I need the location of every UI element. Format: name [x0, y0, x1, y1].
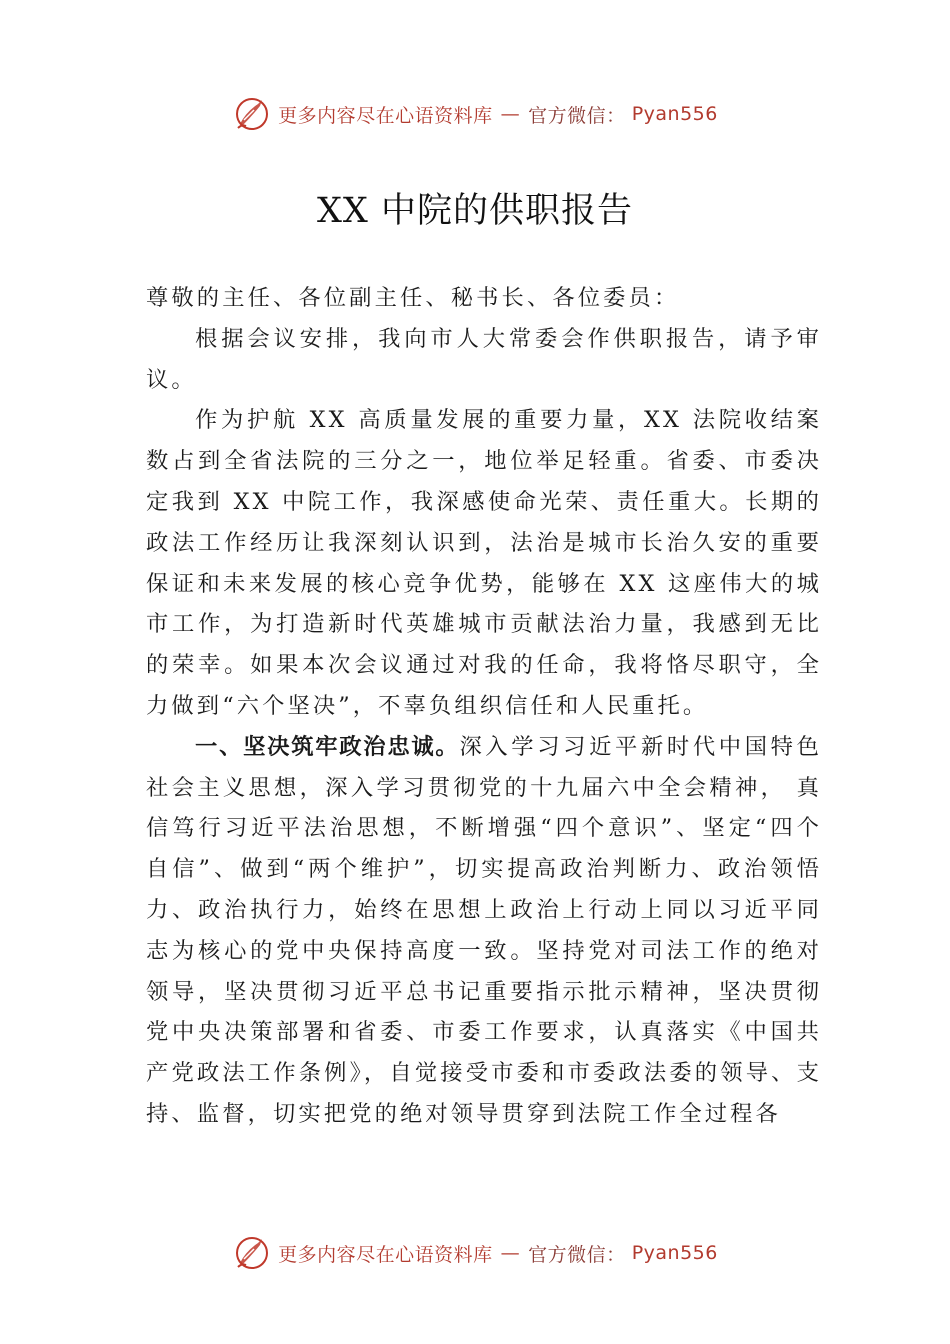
pen-logo-icon: [232, 1233, 272, 1273]
section-1-heading: 一、坚决筑牢政治忠诚。: [195, 733, 460, 760]
banner-wechat-label: 官方微信：: [528, 1243, 626, 1266]
paragraph-section-1: [146, 727, 822, 1135]
paragraph-introduction: 作为护航 XX 高质量发展的重要力量，XX 法院收结案数占到全省法院的三分之一，地位举足轻重。省委、市委决定我到 XX 中院工作，我深感使命光荣、责任重大。长期的政法工作经历让我深刻认识到，法治是城市长治久安的重要保证和未来发展的核心竞争优势，能够在 XX 这座伟大的城市工作，为打造新时代英雄城市贡献法治力量，我感到无比的荣幸。如果本次会议通过对我的任命，我将恪尽职守，全力做到“六个坚决”，不辜负组织信任和人民重托。: [146, 407, 822, 719]
salutation: 尊敬的主任、各位副主任、秘书长、各位委员：: [146, 285, 680, 311]
section-1-body: 深入学习习近平新时代中国特色社会主义思想，深入学习贯彻党的十九届六中全会精神， 真信笃行习近平法治思想，不断增强“四个意识”、坚定“四个自信”、做到“两个维护”，切实提高政治判断力、政治领悟力、政治执行力，始终在思想上政治上行动上同以习近平同志为核心的党中央保持高度一致。坚持党对司法工作的绝对领导，坚决贯彻习近平总书记重要指示批示精神，坚决贯彻党中央决策部署和省委、市委工作要求，认真落实《中国共产党政法工作条例》，自觉接受市委和市委政法委的领导、支持、监督，切实把党的绝对领导贯穿到法院工作全过程各: [146, 733, 822, 1127]
footer-watermark-banner: [0, 1231, 950, 1275]
banner-separator: —: [500, 1242, 521, 1264]
document-title: XX 中院的供职报告: [317, 191, 633, 231]
document-body: [146, 278, 822, 1135]
banner-separator: —: [500, 103, 521, 125]
banner-wechat-label: 官方微信：: [528, 104, 626, 127]
banner-main-text: 更多内容尽在心语资料库: [278, 1243, 493, 1266]
banner-wechat-id: Pyan556: [631, 1242, 718, 1264]
banner-wechat-id: Pyan556: [631, 103, 718, 125]
paragraph-meeting-arrangement: 根据会议安排，我向市人大常委会作供职报告，请予审议。: [146, 325, 822, 393]
header-watermark-banner: [0, 92, 950, 136]
pen-logo-icon: [232, 94, 272, 134]
banner-main-text: 更多内容尽在心语资料库: [278, 104, 493, 127]
